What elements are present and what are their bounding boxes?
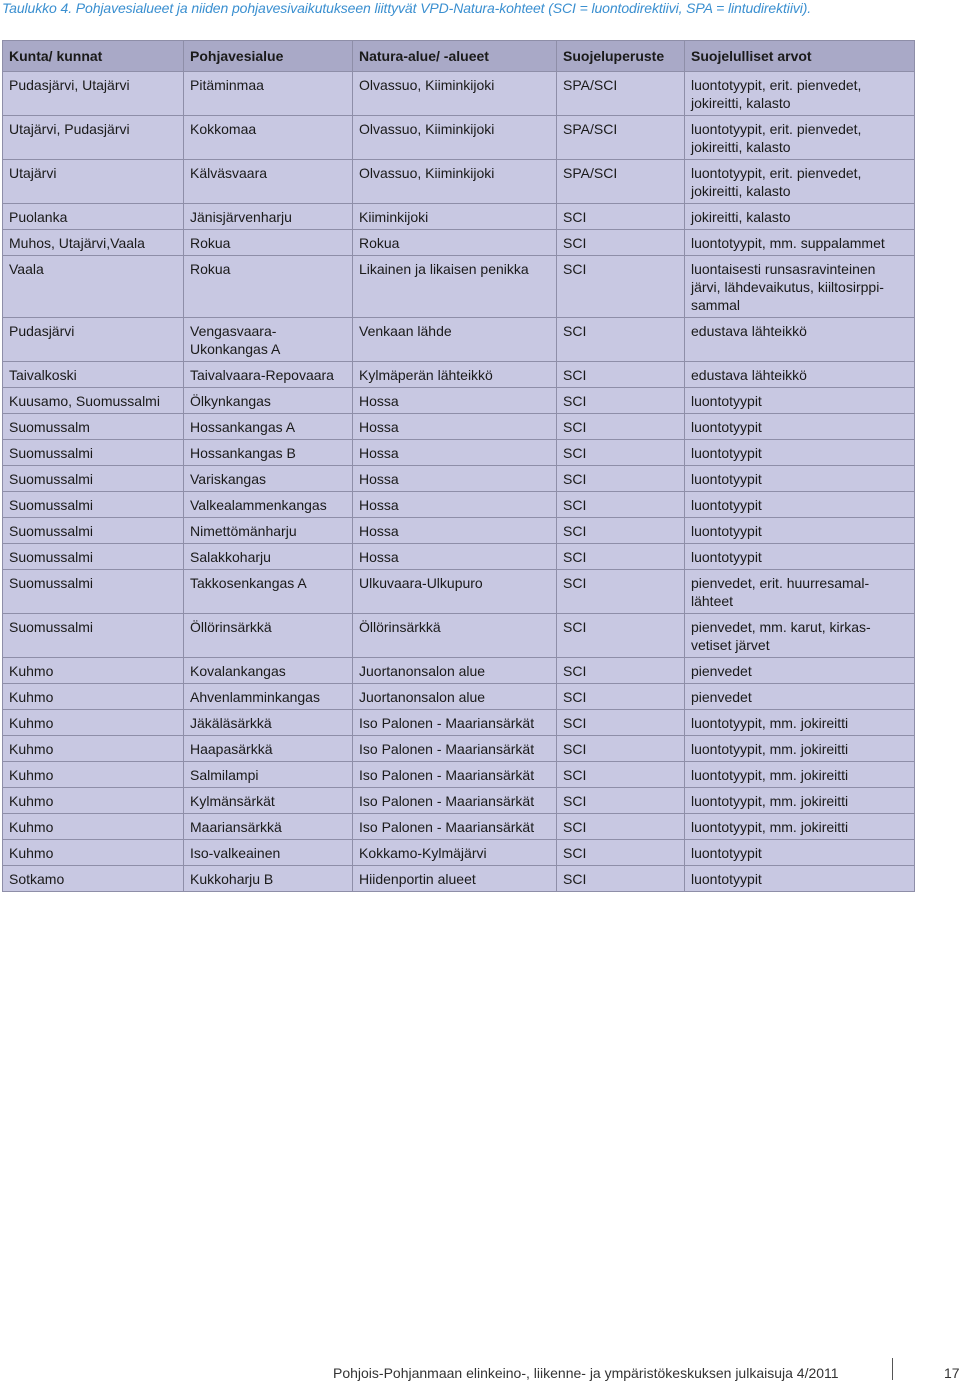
table-row [3,866,915,892]
cell-natura-area: Hossa [353,492,557,518]
table-row [3,362,915,388]
cell-protection-basis: SCI [557,684,685,710]
cell-protection-values: luontotyypit [685,544,915,570]
cell-protection-basis: SCI [557,466,685,492]
cell-municipality: Pudasjärvi, Utajärvi [3,72,184,116]
page-number: 17 [944,1365,960,1381]
cell-natura-area: Venkaan lähde [353,318,557,362]
footer-publisher: Pohjois-Pohjanmaan elinkeino-, liikenne- ja ympäristökeskuksen julkaisuja 4/2011 [333,1365,839,1381]
cell-protection-values: pienvedet, mm. karut, kirkas- vetiset järvet [685,614,915,658]
table-row [3,72,915,116]
cell-protection-values: luontotyypit [685,518,915,544]
cell-protection-values: luontotyypit [685,466,915,492]
cell-protection-basis: SPA/SCI [557,160,685,204]
cell-groundwater-area: Ölkynkangas [184,388,353,414]
header-protection-basis: Suojeluperuste [557,41,685,72]
table-row [3,544,915,570]
cell-groundwater-area: Öllörinsärkkä [184,614,353,658]
header-groundwater-area: Pohjavesialue [184,41,353,72]
table-row [3,466,915,492]
cell-municipality: Kuhmo [3,762,184,788]
table-row [3,684,915,710]
cell-protection-values: luontaisesti runsasravinteinen järvi, lähdevaikutus, kiiltosirppi- sammal [685,256,915,318]
cell-protection-basis: SCI [557,814,685,840]
cell-protection-basis: SCI [557,256,685,318]
cell-municipality: Kuhmo [3,684,184,710]
cell-protection-basis: SCI [557,318,685,362]
cell-protection-basis: SCI [557,362,685,388]
groundwater-natura-table [2,40,915,892]
cell-protection-basis: SCI [557,230,685,256]
cell-natura-area: Hossa [353,518,557,544]
cell-groundwater-area: Jänisjärvenharju [184,204,353,230]
cell-protection-basis: SCI [557,788,685,814]
table-header [3,41,915,72]
cell-natura-area: Iso Palonen - Maariansärkät [353,736,557,762]
cell-protection-basis: SCI [557,204,685,230]
cell-municipality: Kuhmo [3,658,184,684]
cell-municipality: Utajärvi [3,160,184,204]
cell-natura-area: Olvassuo, Kiiminkijoki [353,72,557,116]
cell-groundwater-area: Vengasvaara- Ukonkangas A [184,318,353,362]
cell-protection-values: pienvedet [685,658,915,684]
cell-protection-basis: SCI [557,440,685,466]
cell-protection-values: luontotyypit, erit. pienvedet, jokireitti, kalasto [685,160,915,204]
table-row [3,518,915,544]
table-row [3,710,915,736]
table-row [3,840,915,866]
cell-natura-area: Hossa [353,414,557,440]
cell-natura-area: Kiiminkijoki [353,204,557,230]
cell-groundwater-area: Kukkoharju B [184,866,353,892]
cell-natura-area: Kokkamo-Kylmäjärvi [353,840,557,866]
table-row [3,256,915,318]
cell-municipality: Muhos, Utajärvi,Vaala [3,230,184,256]
cell-protection-basis: SCI [557,736,685,762]
cell-natura-area: Hossa [353,440,557,466]
table-row [3,160,915,204]
cell-groundwater-area: Variskangas [184,466,353,492]
cell-protection-values: luontotyypit, mm. jokireitti [685,736,915,762]
cell-natura-area: Iso Palonen - Maariansärkät [353,710,557,736]
cell-groundwater-area: Pitäminmaa [184,72,353,116]
header-protection-values: Suojelulliset arvot [685,41,915,72]
cell-groundwater-area: Rokua [184,256,353,318]
cell-groundwater-area: Maariansärkkä [184,814,353,840]
cell-protection-basis: SCI [557,544,685,570]
table-row [3,492,915,518]
table-caption: Taulukko 4. Pohjavesialueet ja niiden pohjavesivaikutukseen liittyvät VPD-Natura-kohteet (SCI = luontodirektiivi, SPA = lintudirektiivi). [2,0,812,16]
table-row [3,658,915,684]
cell-municipality: Kuusamo, Suomussalmi [3,388,184,414]
cell-protection-values: edustava lähteikkö [685,318,915,362]
cell-protection-values: luontotyypit, mm. jokireitti [685,788,915,814]
cell-groundwater-area: Kokkomaa [184,116,353,160]
cell-groundwater-area: Iso-valkeainen [184,840,353,866]
cell-natura-area: Juortanonsalon alue [353,684,557,710]
cell-natura-area: Ulkuvaara-Ulkupuro [353,570,557,614]
cell-natura-area: Kylmäperän lähteikkö [353,362,557,388]
cell-municipality: Puolanka [3,204,184,230]
cell-groundwater-area: Ahvenlamminkangas [184,684,353,710]
cell-groundwater-area: Kylmänsärkät [184,788,353,814]
cell-protection-values: luontotyypit [685,866,915,892]
cell-protection-basis: SCI [557,518,685,544]
table-row [3,570,915,614]
cell-natura-area: Iso Palonen - Maariansärkät [353,788,557,814]
cell-protection-basis: SCI [557,710,685,736]
table-row [3,414,915,440]
table-row [3,788,915,814]
cell-protection-basis: SPA/SCI [557,116,685,160]
cell-natura-area: Olvassuo, Kiiminkijoki [353,160,557,204]
cell-protection-basis: SCI [557,492,685,518]
table-row [3,388,915,414]
footer-divider [892,1358,893,1380]
cell-municipality: Sotkamo [3,866,184,892]
cell-municipality: Kuhmo [3,788,184,814]
cell-protection-basis: SCI [557,658,685,684]
table-row [3,814,915,840]
cell-protection-basis: SCI [557,866,685,892]
header-municipality: Kunta/ kunnat [3,41,184,72]
header-row [3,41,915,72]
cell-protection-basis: SCI [557,762,685,788]
cell-natura-area: Hiidenportin alueet [353,866,557,892]
cell-protection-values: pienvedet [685,684,915,710]
cell-protection-values: pienvedet, erit. huurresamal- lähteet [685,570,915,614]
cell-protection-values: luontotyypit, erit. pienvedet, jokireitti, kalasto [685,116,915,160]
cell-municipality: Suomussalmi [3,614,184,658]
cell-groundwater-area: Rokua [184,230,353,256]
cell-natura-area: Hossa [353,544,557,570]
cell-natura-area: Hossa [353,466,557,492]
cell-municipality: Suomussalm [3,414,184,440]
cell-municipality: Kuhmo [3,736,184,762]
table-row [3,614,915,658]
cell-groundwater-area: Haapasärkkä [184,736,353,762]
cell-protection-basis: SCI [557,614,685,658]
table-row [3,116,915,160]
cell-municipality: Kuhmo [3,814,184,840]
cell-protection-values: luontotyypit [685,440,915,466]
cell-municipality: Kuhmo [3,840,184,866]
cell-municipality: Suomussalmi [3,518,184,544]
cell-protection-values: jokireitti, kalasto [685,204,915,230]
cell-groundwater-area: Takkosenkangas A [184,570,353,614]
cell-groundwater-area: Kovalankangas [184,658,353,684]
cell-natura-area: Likainen ja likaisen penikka [353,256,557,318]
cell-municipality: Vaala [3,256,184,318]
cell-protection-values: edustava lähteikkö [685,362,915,388]
cell-natura-area: Iso Palonen - Maariansärkät [353,814,557,840]
cell-natura-area: Öllörinsärkkä [353,614,557,658]
table-row [3,736,915,762]
cell-municipality: Utajärvi, Pudasjärvi [3,116,184,160]
header-natura-area: Natura-alue/ -alueet [353,41,557,72]
cell-groundwater-area: Hossankangas B [184,440,353,466]
cell-groundwater-area: Taivalvaara-Repovaara [184,362,353,388]
cell-protection-values: luontotyypit, mm. jokireitti [685,814,915,840]
cell-groundwater-area: Kälväsvaara [184,160,353,204]
cell-protection-values: luontotyypit, erit. pienvedet, jokireitti, kalasto [685,72,915,116]
cell-protection-basis: SCI [557,388,685,414]
cell-natura-area: Olvassuo, Kiiminkijoki [353,116,557,160]
table-row [3,204,915,230]
table-body [3,72,915,892]
cell-natura-area: Rokua [353,230,557,256]
cell-protection-values: luontotyypit, mm. jokireitti [685,762,915,788]
cell-municipality: Pudasjärvi [3,318,184,362]
cell-protection-values: luontotyypit, mm. suppalammet [685,230,915,256]
cell-groundwater-area: Nimettömänharju [184,518,353,544]
table-row [3,230,915,256]
cell-natura-area: Iso Palonen - Maariansärkät [353,762,557,788]
cell-municipality: Suomussalmi [3,466,184,492]
cell-protection-basis: SPA/SCI [557,72,685,116]
cell-protection-values: luontotyypit [685,414,915,440]
cell-protection-values: luontotyypit [685,388,915,414]
table-row [3,318,915,362]
cell-municipality: Suomussalmi [3,440,184,466]
cell-groundwater-area: Jäkäläsärkkä [184,710,353,736]
cell-protection-values: luontotyypit, mm. jokireitti [685,710,915,736]
cell-protection-basis: SCI [557,840,685,866]
cell-municipality: Suomussalmi [3,544,184,570]
cell-natura-area: Juortanonsalon alue [353,658,557,684]
cell-groundwater-area: Valkealammenkangas [184,492,353,518]
cell-municipality: Kuhmo [3,710,184,736]
table-row [3,762,915,788]
cell-protection-basis: SCI [557,570,685,614]
cell-protection-values: luontotyypit [685,492,915,518]
cell-natura-area: Hossa [353,388,557,414]
cell-groundwater-area: Salakkoharju [184,544,353,570]
cell-protection-values: luontotyypit [685,840,915,866]
cell-groundwater-area: Salmilampi [184,762,353,788]
cell-municipality: Taivalkoski [3,362,184,388]
cell-protection-basis: SCI [557,414,685,440]
cell-municipality: Suomussalmi [3,570,184,614]
table-row [3,440,915,466]
cell-municipality: Suomussalmi [3,492,184,518]
cell-groundwater-area: Hossankangas A [184,414,353,440]
